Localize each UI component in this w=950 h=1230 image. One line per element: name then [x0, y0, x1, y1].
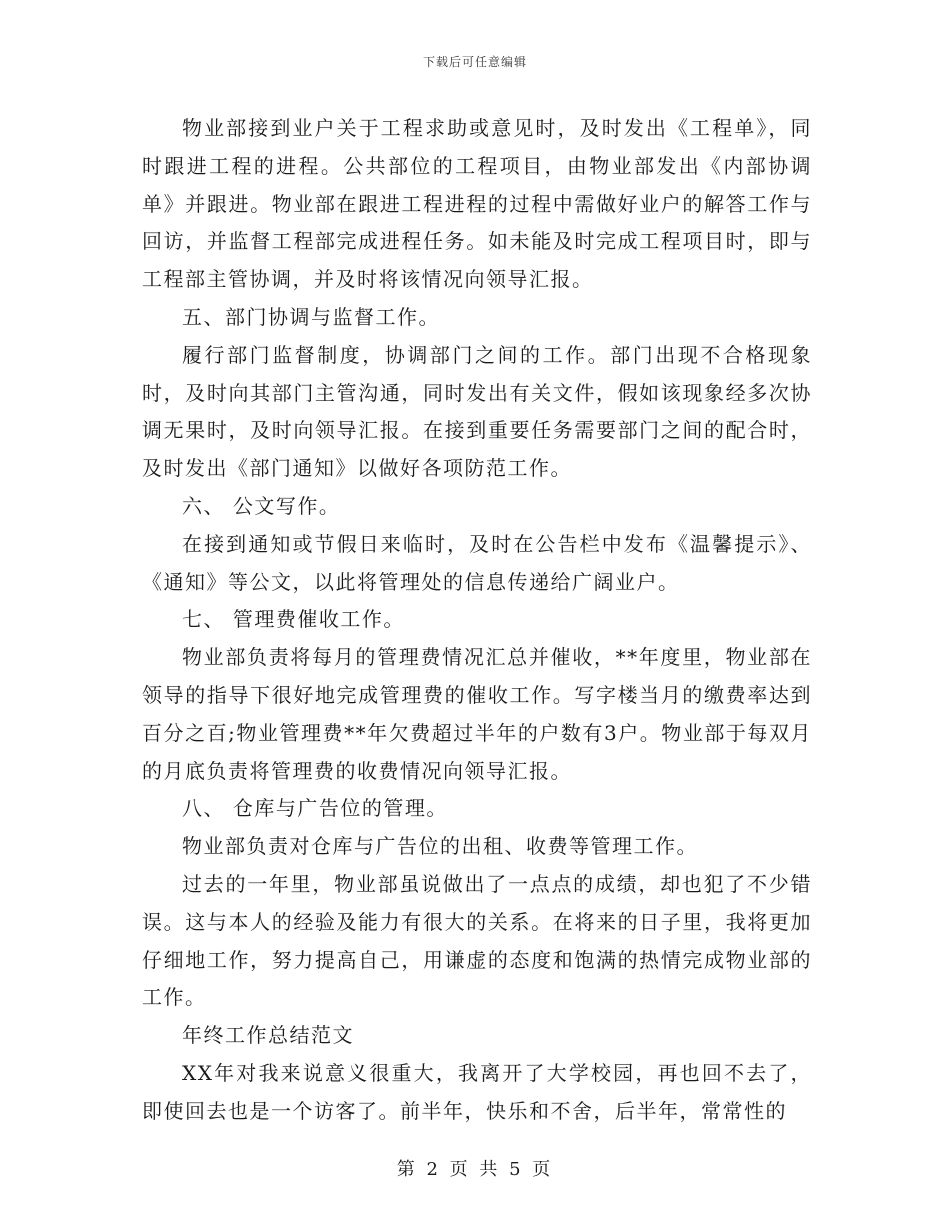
paragraph-department-supervision: 履行部门监督制度，协调部门之间的工作。部门出现不合格现象时，及时向其部门主管沟通，同时发出有关文件，假如该现象经多次协调无果时，及时向领导汇报。在接到重要任务需要部门之间的配合时，及时发出《部门通知》以做好各项防范工作。: [142, 342, 812, 481]
section-heading-6: 六、 公文写作。: [182, 493, 341, 518]
page-number: 第 2 页 共 5 页: [396, 1159, 554, 1180]
paragraph-summary-intro: XX年对我来说意义很重大，我离开了大学校园，再也回不去了，即使回去也是一个访客了。前半年，快乐和不舍，后半年，常常性的: [142, 1060, 812, 1123]
paragraph-year-review: 过去的一年里，物业部虽说做出了一点点的成绩，却也犯了不少错误。这与本人的经验及能力有很大的关系。在将来的日子里，我将更加仔细地工作，努力提高自己，用谦虚的态度和饱满的热情完成物业部的工作。: [142, 871, 812, 1010]
paragraph-warehouse-management: 物业部负责对仓库与广告位的出租、收费等管理工作。: [182, 834, 698, 859]
paragraph-engineering-followup: 物业部接到业户关于工程求助或意见时，及时发出《工程单》，同时跟进工程的进程。公共部位的工程项目，由物业部发出《内部协调单》并跟进。物业部在跟进工程进程的过程中需做好业户的解答工作与回访，并监督工程部完成进程任务。如未能及时完成工程项目时，即与工程部主管协调，并及时将该情况向领导汇报。: [142, 116, 812, 292]
page-header-note: 下载后可任意编辑: [422, 55, 527, 69]
document-body: [142, 110, 812, 1131]
section-heading-7: 七、 管理费催收工作。: [182, 607, 405, 632]
section-heading-8: 八、 仓库与广告位的管理。: [182, 796, 448, 821]
paragraph-fee-collection: 物业部负责将每月的管理费情况汇总并催收，**年度里，物业部在领导的指导下很好地完成管理费的催收工作。写字楼当月的缴费率达到百分之百;物业管理费**年欠费超过半年的户数有3户。物业部于每双月的月底负责将管理费的收费情况向领导汇报。: [142, 645, 812, 783]
section-title-summary-example: 年终工作总结范文: [182, 1023, 354, 1048]
section-heading-5: 五、部门协调与监督工作。: [182, 304, 440, 329]
paragraph-document-writing: 在接到通知或节假日来临时，及时在公告栏中发布《温馨提示》、《通知》等公文，以此将管理处的信息传递给广阔业户。: [142, 531, 812, 594]
